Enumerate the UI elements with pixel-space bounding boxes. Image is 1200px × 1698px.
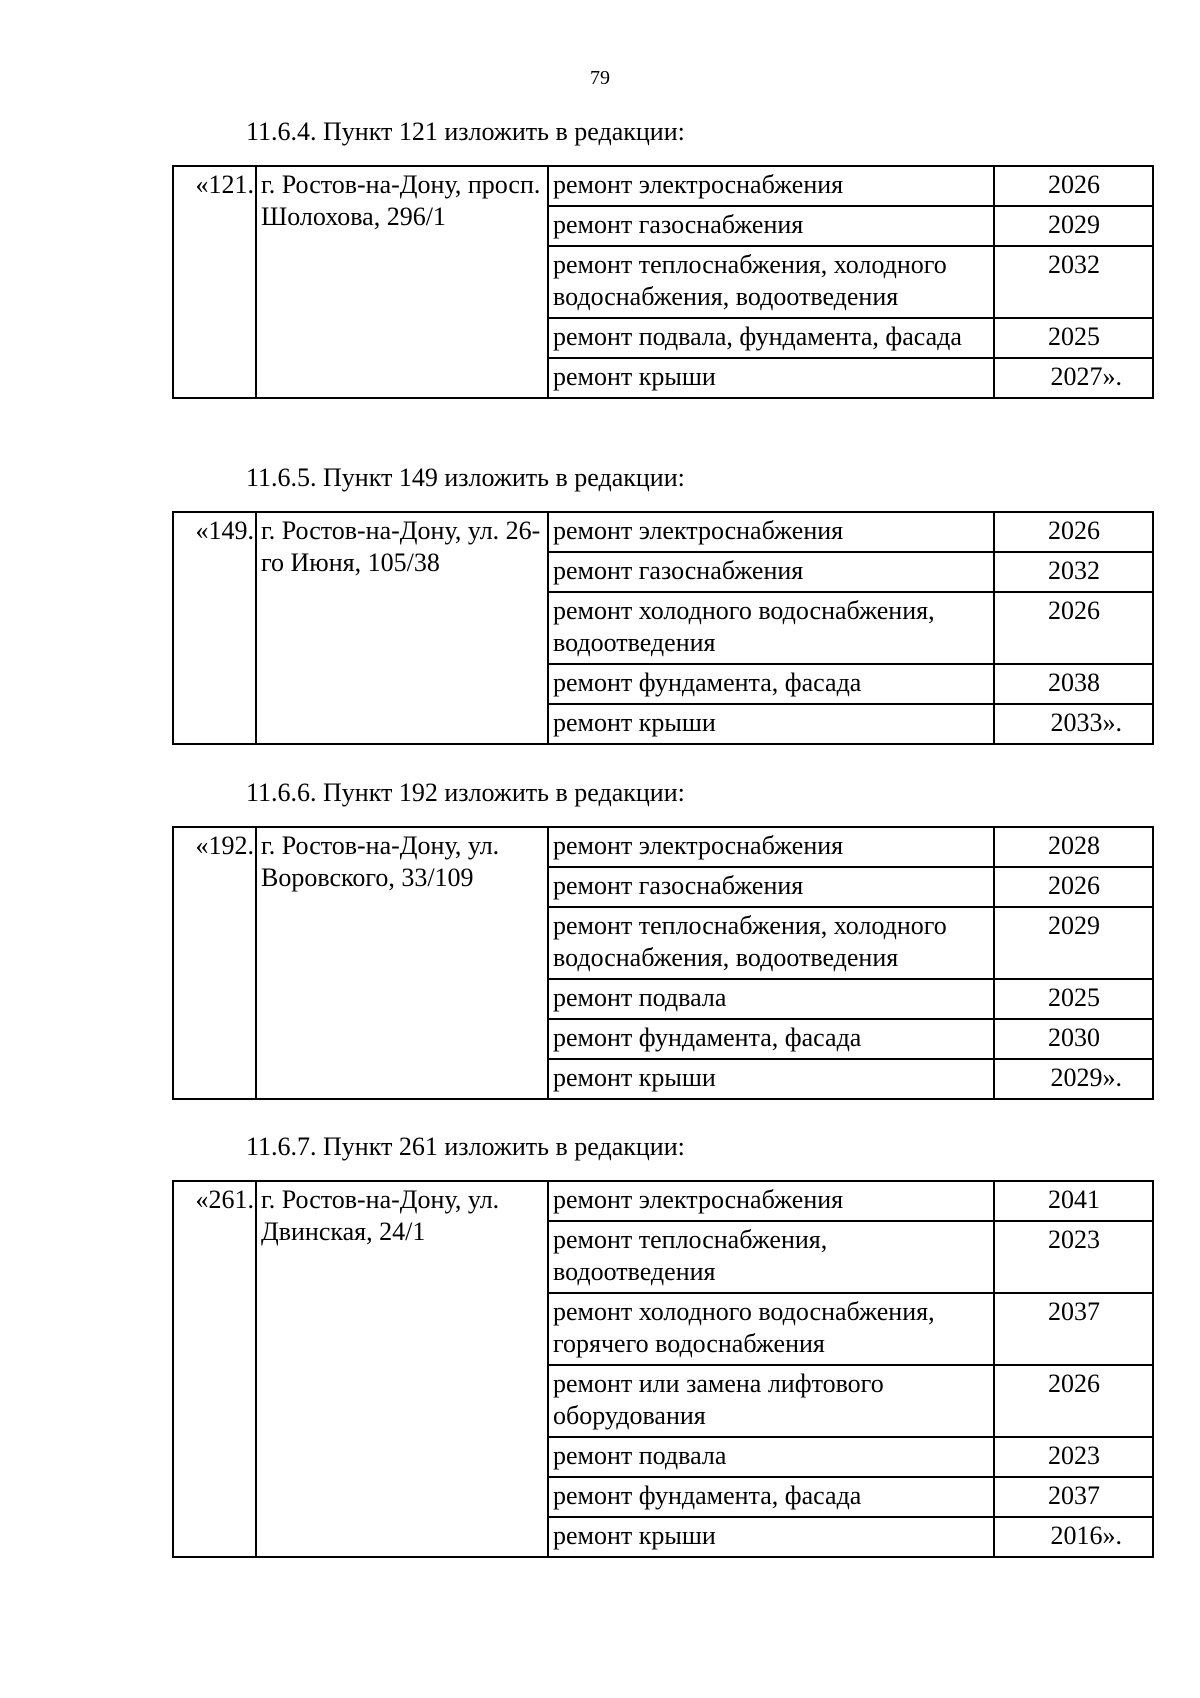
work-cell: ремонт электроснабжения: [548, 1181, 994, 1221]
year-cell: 2023: [994, 1221, 1153, 1293]
amendment-table: [172, 511, 1154, 745]
section-heading: 11.6.7. Пункт 261 изложить в редакции:: [246, 1132, 685, 1161]
work-cell: ремонт холодного водоснабжения, водоотведения: [548, 592, 994, 664]
item-number: «192.: [173, 827, 256, 1099]
year-cell: 2032: [994, 246, 1153, 318]
table-row: [173, 1181, 1153, 1221]
work-cell: ремонт теплоснабжения, холодного водоснабжения, водоотведения: [548, 907, 994, 979]
year-cell: 2025: [994, 318, 1153, 358]
year-cell: 2026: [994, 1365, 1153, 1437]
section-heading: 11.6.5. Пункт 149 изложить в редакции:: [246, 463, 685, 492]
year-cell: 2027».: [994, 358, 1153, 398]
year-cell: 2037: [994, 1477, 1153, 1517]
year-cell: 2023: [994, 1437, 1153, 1477]
work-cell: ремонт крыши: [548, 1059, 994, 1099]
year-cell: 2016».: [994, 1517, 1153, 1557]
work-cell: ремонт крыши: [548, 1517, 994, 1557]
year-cell: 2038: [994, 664, 1153, 704]
work-cell: ремонт электроснабжения: [548, 827, 994, 867]
year-cell: 2041: [994, 1181, 1153, 1221]
year-cell: 2026: [994, 166, 1153, 206]
amendment-table: [172, 826, 1154, 1100]
work-cell: ремонт или замена лифтового оборудования: [548, 1365, 994, 1437]
year-cell: 2029».: [994, 1059, 1153, 1099]
year-cell: 2026: [994, 867, 1153, 907]
section-heading: 11.6.4. Пункт 121 изложить в редакции:: [246, 117, 685, 146]
year-cell: 2037: [994, 1293, 1153, 1365]
section-heading: 11.6.6. Пункт 192 изложить в редакции:: [246, 778, 685, 807]
year-cell: 2028: [994, 827, 1153, 867]
year-cell: 2030: [994, 1019, 1153, 1059]
address-cell: г. Ростов-на-Дону, ул. Двинская, 24/1: [256, 1181, 548, 1557]
year-cell: 2029: [994, 907, 1153, 979]
year-cell: 2032: [994, 552, 1153, 592]
work-cell: ремонт фундамента, фасада: [548, 664, 994, 704]
work-cell: ремонт газоснабжения: [548, 206, 994, 246]
work-cell: ремонт газоснабжения: [548, 552, 994, 592]
work-cell: ремонт фундамента, фасада: [548, 1019, 994, 1059]
table-row: [173, 512, 1153, 552]
table-row: [173, 166, 1153, 206]
work-cell: ремонт электроснабжения: [548, 166, 994, 206]
amendment-table: [172, 1180, 1154, 1558]
work-cell: ремонт теплоснабжения, водоотведения: [548, 1221, 994, 1293]
table-row: [173, 827, 1153, 867]
work-cell: ремонт подвала, фундамента, фасада: [548, 318, 994, 358]
work-cell: ремонт холодного водоснабжения, горячего водоснабжения: [548, 1293, 994, 1365]
item-number: «121.: [173, 166, 256, 398]
work-cell: ремонт теплоснабжения, холодного водоснабжения, водоотведения: [548, 246, 994, 318]
amendment-table: [172, 165, 1154, 399]
year-cell: 2026: [994, 512, 1153, 552]
work-cell: ремонт газоснабжения: [548, 867, 994, 907]
year-cell: 2026: [994, 592, 1153, 664]
year-cell: 2029: [994, 206, 1153, 246]
address-cell: г. Ростов-на-Дону, ул. Воровского, 33/109: [256, 827, 548, 1099]
work-cell: ремонт подвала: [548, 979, 994, 1019]
year-cell: 2025: [994, 979, 1153, 1019]
address-cell: г. Ростов-на-Дону, ул. 26-го Июня, 105/38: [256, 512, 548, 744]
work-cell: ремонт фундамента, фасада: [548, 1477, 994, 1517]
page-number: 79: [590, 67, 610, 89]
year-cell: 2033».: [994, 704, 1153, 744]
work-cell: ремонт крыши: [548, 358, 994, 398]
work-cell: ремонт крыши: [548, 704, 994, 744]
work-cell: ремонт подвала: [548, 1437, 994, 1477]
address-cell: г. Ростов-на-Дону, просп. Шолохова, 296/1: [256, 166, 548, 398]
item-number: «261.: [173, 1181, 256, 1557]
work-cell: ремонт электроснабжения: [548, 512, 994, 552]
item-number: «149.: [173, 512, 256, 744]
